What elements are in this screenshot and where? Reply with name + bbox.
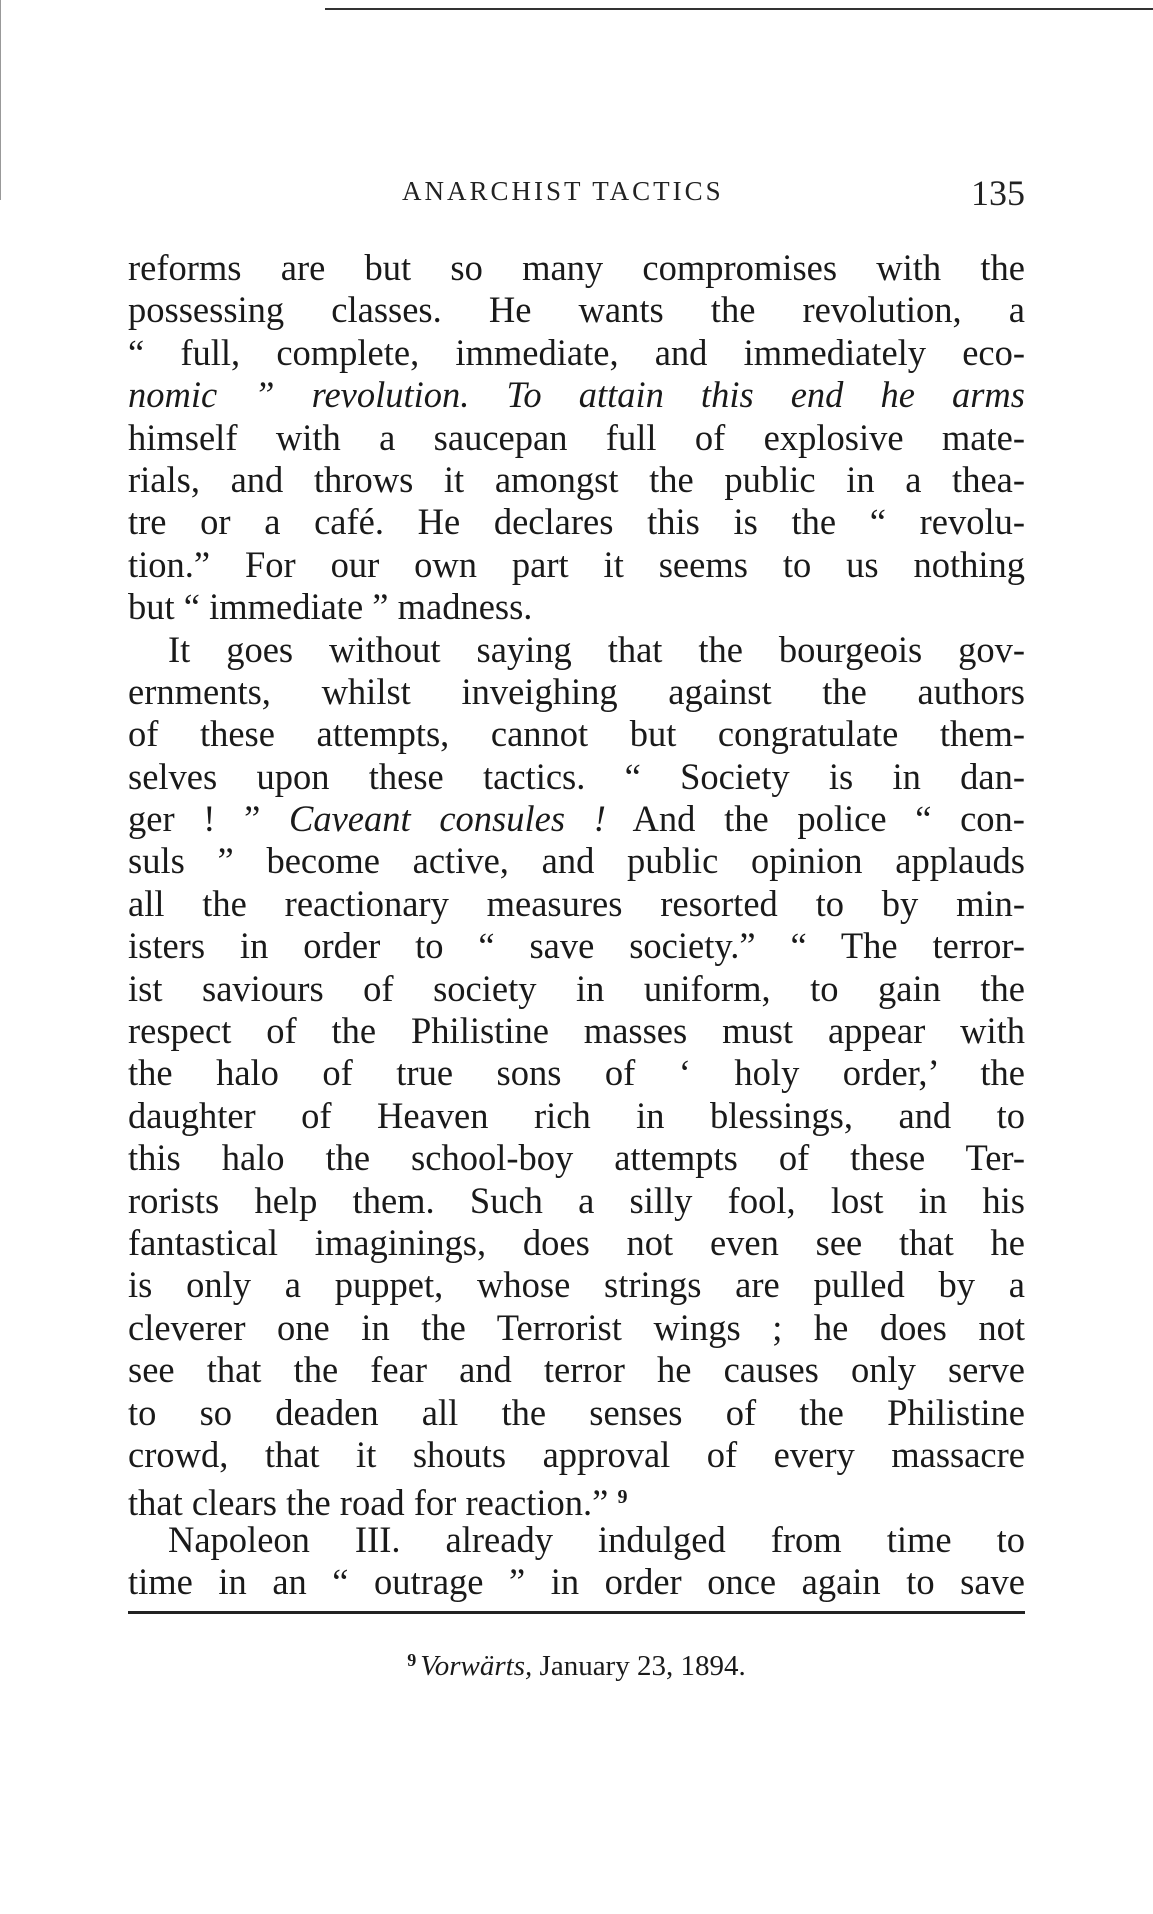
text-line: tre or a café. He declares this is the “ revolu- — [128, 501, 1025, 543]
text-line: reforms are but so many compromises with the — [128, 247, 1025, 288]
text-line: crowd, that it shouts approval of every massacre — [128, 1433, 1025, 1475]
page-number: 135 — [971, 173, 1025, 213]
top-rule — [325, 8, 1153, 10]
body-text — [128, 247, 1025, 1604]
text-line: ernments, whilst inveighing against the authors — [128, 670, 1025, 712]
footnote-date: January 23, 1894. — [539, 1650, 746, 1682]
footnote — [128, 1650, 1025, 1683]
text-line: selves upon these tactics. “ Society is in dan- — [128, 755, 1025, 797]
text-line — [128, 798, 1025, 840]
text-line: this halo the school-boy attempts of these Ter- — [128, 1137, 1025, 1179]
text-line: the halo of true sons of ‘ holy order,’ the — [128, 1052, 1025, 1094]
footnote-reference: 9 — [617, 1486, 628, 1509]
text-line: but “ immediate ” madness. — [128, 586, 533, 628]
paragraph-start: Napoleon III. already indulged from time to — [168, 1518, 1025, 1560]
footnote-source-title: Vorwärts, — [420, 1650, 533, 1682]
text-line: rials, and throws it amongst the public in a thea- — [128, 458, 1025, 500]
text-line: suls ” become active, and public opinion applauds — [128, 840, 1025, 882]
text-line: “ full, complete, immediate, and immediately eco- — [128, 331, 1025, 373]
paragraph-start: It goes without saying that the bourgeois gov- — [168, 628, 1025, 670]
text-line: ist saviours of society in uniform, to gain the — [128, 967, 1025, 1009]
latin-phrase: Caveant consules ! — [289, 798, 606, 840]
text-line: fantastical imaginings, does not even see that he — [128, 1221, 1025, 1263]
text-fragment: And the police “ con- — [632, 798, 1025, 840]
text-fragment: that clears the road for reaction.” — [128, 1482, 609, 1524]
text-line: is only a puppet, whose strings are pulled by a — [128, 1264, 1025, 1306]
quote-fragment: ger ! ” — [128, 798, 261, 840]
text-line: see that the fear and terror he causes only serve — [128, 1349, 1025, 1391]
text-line: of these attempts, cannot but congratulate them- — [128, 713, 1025, 755]
footnote-marker: 9 — [407, 1650, 417, 1670]
text-line — [128, 374, 1025, 416]
running-title: ANARCHIST TACTICS — [402, 176, 724, 206]
running-head — [128, 172, 1025, 216]
text-line: to so deaden all the senses of the Philistine — [128, 1391, 1025, 1433]
italic-phrase: nomic ” revolution. To attain this end he arms — [128, 374, 1025, 416]
text-line: isters in order to “ save society.” “ The terror- — [128, 925, 1025, 967]
page-edge — [0, 0, 4, 200]
footnote-divider — [128, 1611, 1025, 1614]
text-line: tion.” For our own part it seems to us nothing — [128, 543, 1025, 585]
text-line: himself with a saucepan full of explosive mate- — [128, 416, 1025, 458]
text-line: respect of the Philistine masses must appear with — [128, 1010, 1025, 1052]
text-line: time in an “ outrage ” in order once again to save — [128, 1561, 1025, 1603]
text-line: all the reactionary measures resorted to by min- — [128, 882, 1025, 924]
text-line: rorists help them. Such a silly fool, lost in his — [128, 1179, 1025, 1221]
text-line: cleverer one in the Terrorist wings ; he does not — [128, 1306, 1025, 1348]
text-line: possessing classes. He wants the revolution, a — [128, 289, 1025, 331]
text-line — [128, 1476, 1025, 1524]
text-line: daughter of Heaven rich in blessings, and to — [128, 1094, 1025, 1136]
